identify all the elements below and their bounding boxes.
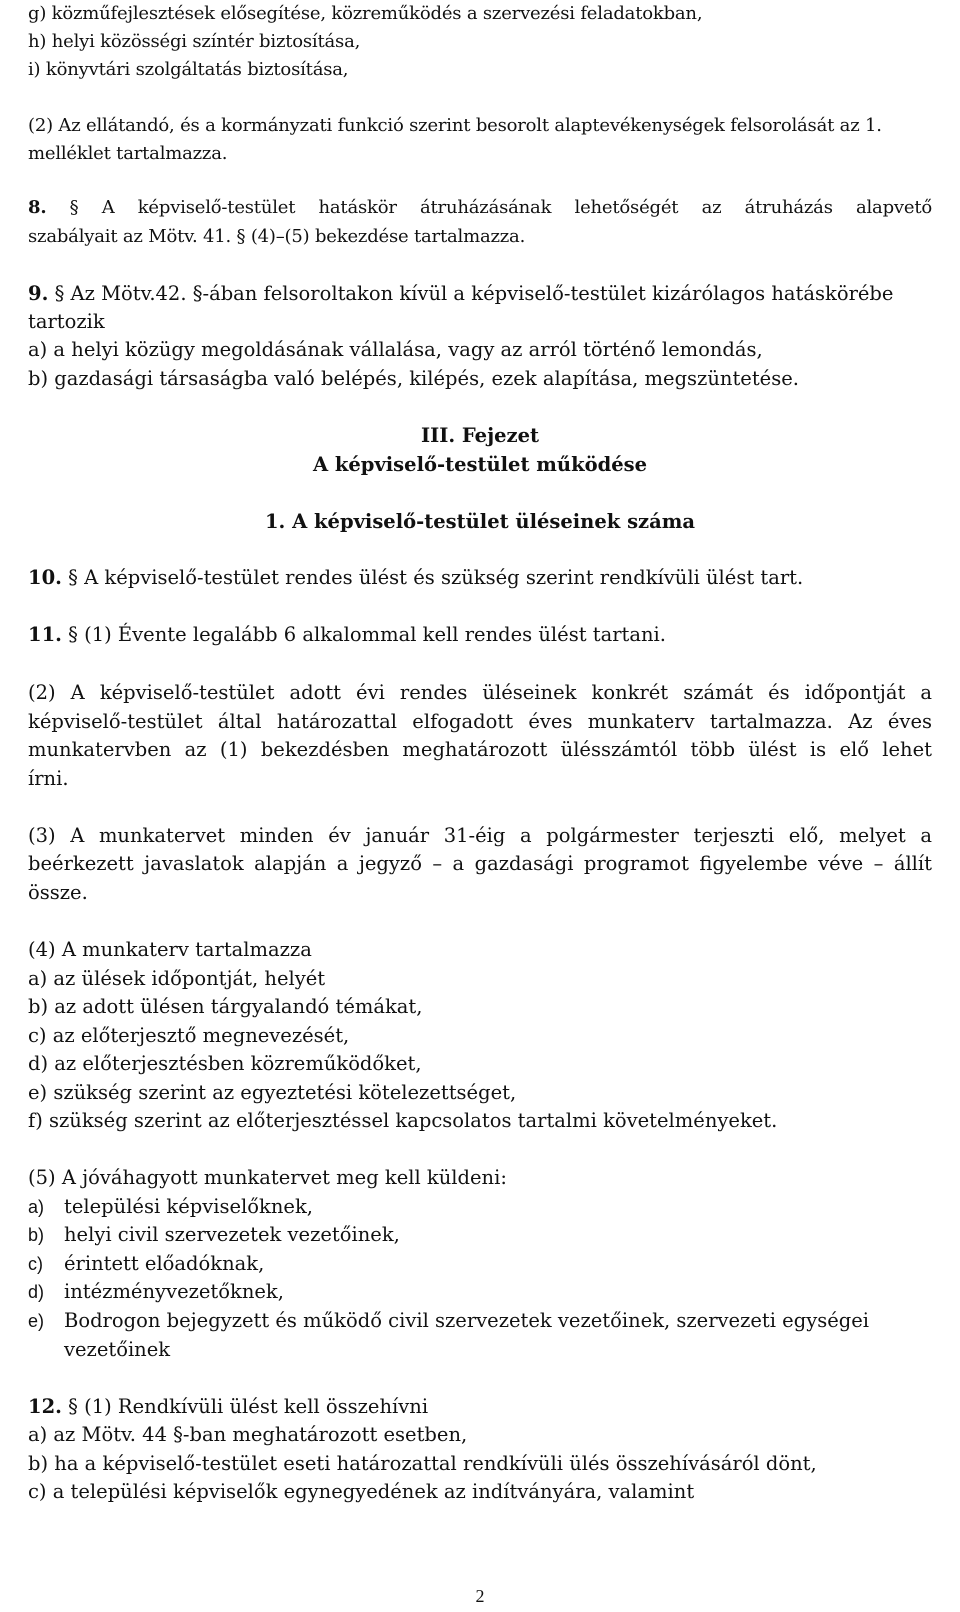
list-text: Bodrogon bejegyzett és működő civil szervezetek vezetőinek, szervezeti egységei	[64, 1309, 870, 1332]
paragraph-line: össze.	[28, 881, 88, 904]
paragraph-number: 11.	[28, 623, 62, 646]
list-item	[28, 1252, 264, 1276]
paragraph-line: (2) Az ellátandó, és a kormányzati funkció szerint besorolt alaptevékenységek felsorolását az 1.	[28, 115, 882, 136]
paragraph-line: képviselő-testület által határozattal elfogadott éves munkaterv tartalmazza. Az éves	[28, 710, 932, 733]
paragraph-number: 9.	[28, 282, 49, 305]
paragraph-line: g) közműfejlesztések elősegítése, közreműködés a szervezési feladatokban,	[28, 3, 703, 24]
list-label: d)	[28, 1282, 45, 1302]
list-label: c)	[28, 1254, 43, 1274]
list-item: a) az ülések időpontját, helyét	[28, 967, 326, 990]
list-item: a) az Mötv. 44 §-ban meghatározott esetben,	[28, 1423, 468, 1446]
list-item: c) a települési képviselők egynegyedének az indítványára, valamint	[28, 1480, 695, 1503]
list-item: e) szükség szerint az egyeztetési kötelezettséget,	[28, 1081, 517, 1104]
list-item: b) ha a képviselő-testület eseti határozattal rendkívüli ülés összehívásáról dönt,	[28, 1452, 817, 1475]
paragraph-line: b) gazdasági társaságba való belépés, kilépés, ezek alapítása, megszüntetése.	[28, 367, 799, 390]
paragraph-text: A képviselő-testület hatáskör átruházásának lehetőségét az átruházás alapvető	[101, 197, 932, 218]
paragraph-10	[28, 566, 803, 590]
list-item	[28, 1195, 313, 1219]
list-text: helyi civil szervezetek vezetőinek,	[64, 1223, 400, 1246]
list-item	[28, 1223, 400, 1247]
paragraph-line: melléklet tartalmazza.	[28, 143, 228, 164]
list-item: d) az előterjesztésben közreműködőket,	[28, 1052, 422, 1075]
list-item: c) az előterjesztő megnevezését,	[28, 1024, 350, 1047]
list-text: érintett előadóknak,	[64, 1252, 265, 1275]
paragraph-line: (4) A munkaterv tartalmazza	[28, 938, 312, 961]
paragraph-text: (1) Rendkívüli ülést kell összehívni	[84, 1395, 429, 1418]
paragraph-line: (3) A munkatervet minden év január 31-éig a polgármester terjeszti elő, melyet a	[28, 824, 932, 847]
paragraph-12	[28, 1395, 428, 1419]
paragraph-line: szabályait az Mötv. 41. § (4)–(5) bekezdése tartalmazza.	[28, 226, 526, 247]
chapter-title: A képviselő-testület működése	[312, 453, 648, 476]
paragraph-9	[28, 282, 893, 306]
section-sign: §	[69, 197, 79, 218]
paragraph-text: (1) Évente legalább 6 alkalommal kell rendes ülést tartani.	[84, 623, 666, 646]
paragraph-8	[28, 196, 932, 220]
list-label: b)	[28, 1225, 45, 1245]
list-text: települési képviselőknek,	[64, 1195, 313, 1218]
paragraph-line: írni.	[28, 767, 69, 790]
paragraph-line: beérkezett javaslatok alapján a jegyző – a gazdasági programot figyelembe véve – állít	[28, 852, 932, 875]
paragraph-line: tartozik	[28, 310, 105, 333]
paragraph-line: a) a helyi közügy megoldásának vállalása, vagy az arról történő lemondás,	[28, 338, 763, 361]
section-sign: §	[68, 1395, 78, 1418]
list-item	[28, 1280, 284, 1304]
list-item: b) az adott ülésen tárgyalandó témákat,	[28, 995, 423, 1018]
list-label: e)	[28, 1311, 45, 1331]
section-sign: §	[54, 282, 65, 305]
list-item: f) szükség szerint az előterjesztéssel kapcsolatos tartalmi követelményeket.	[28, 1109, 778, 1132]
paragraph-number: 8.	[28, 197, 47, 218]
paragraph-11	[28, 623, 666, 647]
chapter-number: III. Fejezet	[420, 424, 540, 447]
paragraph-line: i) könyvtári szolgáltatás biztosítása,	[28, 59, 349, 80]
list-label: a)	[28, 1197, 45, 1217]
paragraph-text: Az Mötv.42. §-ában felsoroltakon kívül a képviselő-testület kizárólagos hatáskörébe	[70, 282, 894, 305]
paragraph-number: 10.	[28, 566, 62, 589]
list-item-continued: vezetőinek	[64, 1338, 171, 1361]
paragraph-line: (2) A képviselő-testület adott évi rendes üléseinek konkrét számát és időpontját a	[28, 681, 932, 704]
list-item	[28, 1309, 869, 1333]
paragraph-line: (5) A jóváhagyott munkatervet meg kell küldeni:	[28, 1166, 507, 1189]
paragraph-text: A képviselő-testület rendes ülést és szükség szerint rendkívüli ülést tart.	[84, 566, 804, 589]
paragraph-line: munkatervben az (1) bekezdésben meghatározott ülésszámtól több ülést is elő lehet	[28, 738, 932, 761]
section-sign: §	[68, 566, 78, 589]
paragraph-number: 12.	[28, 1395, 62, 1418]
section-sign: §	[68, 623, 78, 646]
page-number: 2	[475, 1586, 485, 1606]
paragraph-line: h) helyi közösségi színtér biztosítása,	[28, 31, 361, 52]
list-text: intézményvezetőknek,	[64, 1280, 284, 1303]
section-title: 1. A képviselő-testület üléseinek száma	[264, 510, 696, 533]
